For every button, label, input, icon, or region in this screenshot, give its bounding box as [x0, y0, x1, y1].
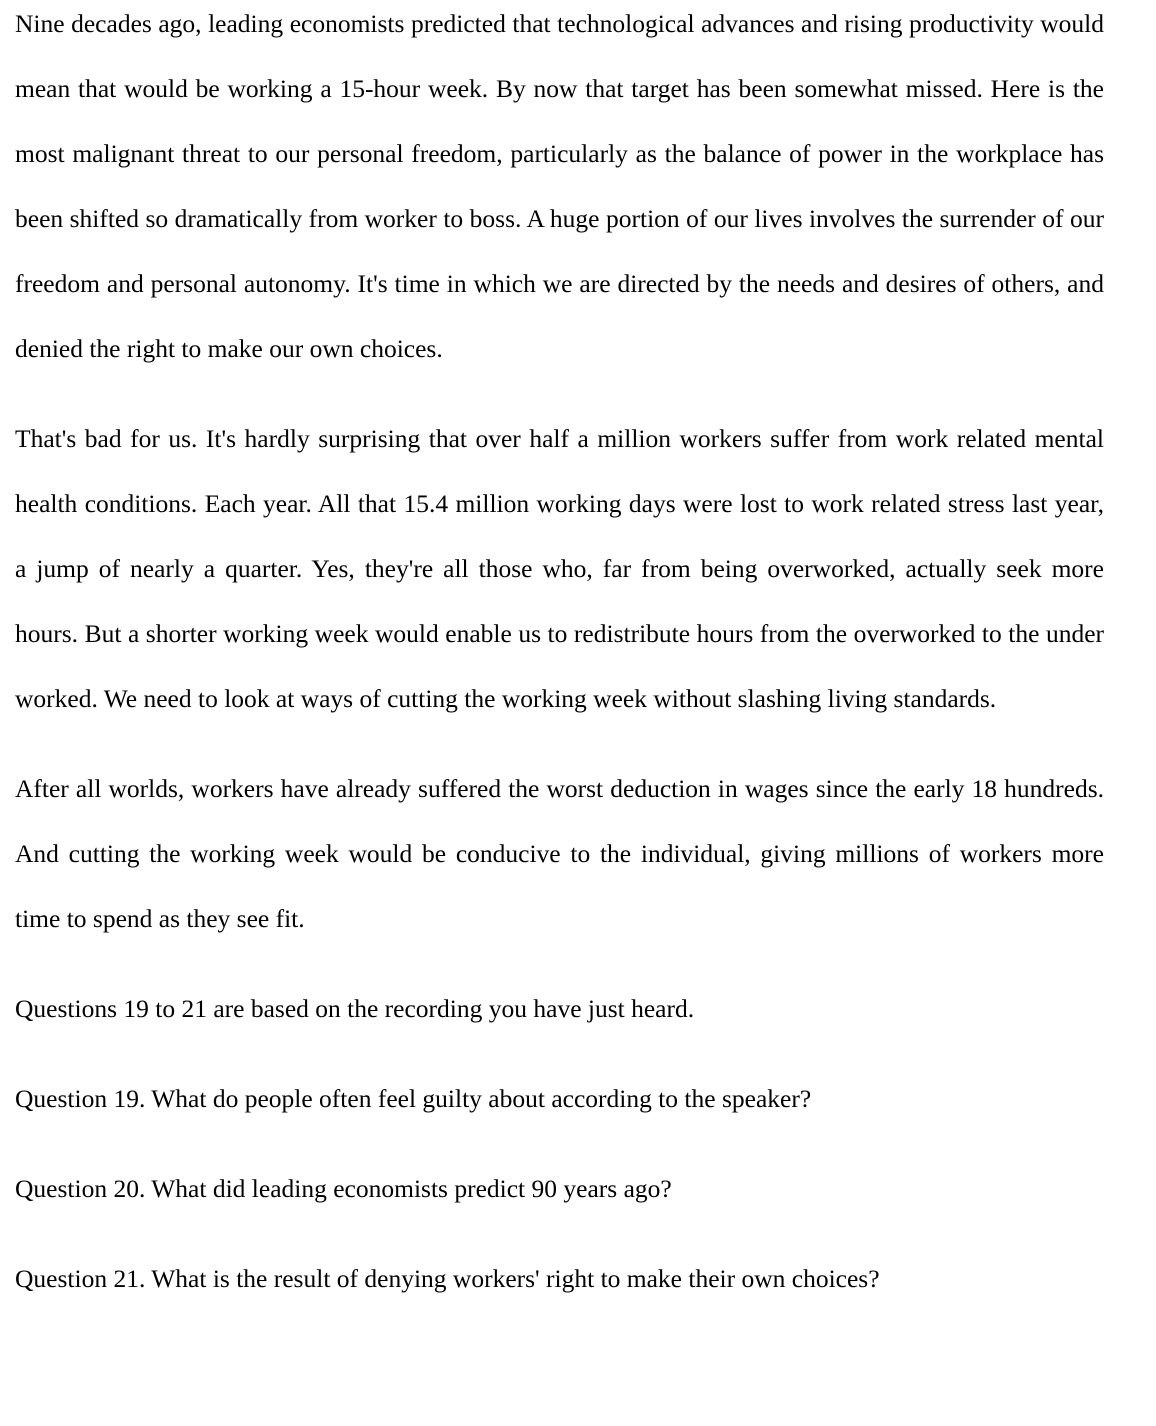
question-19: Question 19. What do people often feel guilty about according to the speaker?: [15, 1084, 812, 1113]
transcript-page: [15, 0, 1104, 1311]
passage-paragraph-1: Nine decades ago, leading economists predicted that technological advances and rising productivity would mean that would be working a 15-hour week. By now that target has been somewhat missed. Here is the most malignant threat to our personal freedom, particularly as the balance of power in the workplace has been shifted so dramatically from worker to boss. A huge portion of our lives involves the surrender of our freedom and personal autonomy. It's time in which we are directed by the needs and desires of others, and denied the right to make our own choices.: [15, 9, 1104, 363]
passage-paragraph-2: That's bad for us. It's hardly surprising that over half a million workers suffer from work related mental health conditions. Each year. All that 15.4 million working days were lost to work related stress last year, a jump of nearly a quarter. Yes, they're all those who, far from being overworked, actually seek more hours. But a shorter working week would enable us to redistribute hours from the overworked to the under worked. We need to look at ways of cutting the working week without slashing living standards.: [15, 424, 1104, 713]
passage-paragraph-3: After all worlds, workers have already suffered the worst deduction in wages since the early 18 hundreds. And cutting the working week would be conducive to the individual, giving millions of workers more time to spend as they see fit.: [15, 774, 1104, 933]
question-21: Question 21. What is the result of denying workers' right to make their own choices?: [15, 1264, 880, 1293]
question-20: Question 20. What did leading economists predict 90 years ago?: [15, 1174, 672, 1203]
questions-intro: Questions 19 to 21 are based on the recording you have just heard.: [15, 994, 695, 1023]
